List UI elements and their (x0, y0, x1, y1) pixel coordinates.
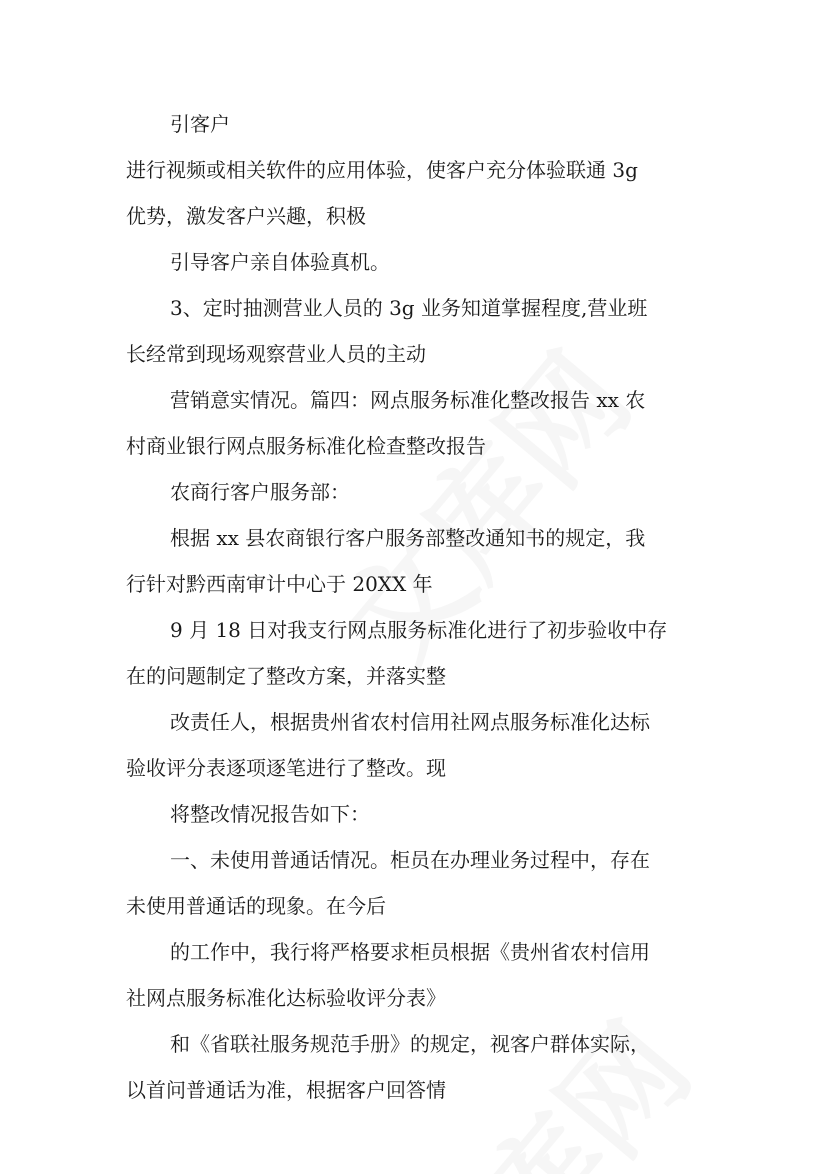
text-line: 改责任人，根据贵州省农村信用社网点服务标准化达标 (170, 710, 650, 734)
text-line: 9 月 18 日对我支行网点服务标准化进行了初步验收中存 (170, 618, 668, 642)
text-line: 的工作中，我行将严格要求柜员根据《贵州省农村信用 (170, 940, 650, 964)
text-line: 根据 xx 县农商银行客户服务部整改通知书的规定，我 (170, 526, 646, 550)
text-line: 农商行客户服务部： (170, 480, 350, 504)
text-line: 引导客户亲自体验真机。 (170, 250, 390, 274)
text-line: 在的问题制定了整改方案，并落实整 (126, 664, 446, 688)
text-line: 社网点服务标准化达标验收评分表》 (126, 986, 446, 1010)
text-line: 将整改情况报告如下： (170, 802, 370, 826)
text-line: 营销意实情况。篇四：网点服务标准化整改报告 xx 农 (170, 388, 646, 412)
text-line: 验收评分表逐项逐笔进行了整改。现 (126, 756, 446, 780)
text-line: 行针对黔西南审计中心于 20XX 年 (126, 572, 433, 596)
text-line: 未使用普通话的现象。在今后 (126, 894, 386, 918)
text-line: 长经常到现场观察营业人员的主动 (126, 342, 426, 366)
text-line: 进行视频或相关软件的应用体验，使客户充分体验联通 3g (126, 158, 638, 182)
document-body (126, 108, 716, 1106)
text-line: 以首问普通话为准，根据客户回答情 (126, 1078, 446, 1102)
text-line: 3、定时抽测营业人员的 3g 业务知道掌握程度,营业班 (170, 296, 648, 320)
text-line: 优势，激发客户兴趣，积极 (126, 204, 366, 228)
text-line: 村商业银行网点服务标准化检查整改报告 (126, 434, 486, 458)
text-line: 一、未使用普通话情况。柜员在办理业务过程中，存在 (170, 848, 650, 872)
text-line: 引客户 (170, 112, 230, 136)
text-line: 和《省联社服务规范手册》的规定，视客户群体实际， (170, 1032, 650, 1056)
